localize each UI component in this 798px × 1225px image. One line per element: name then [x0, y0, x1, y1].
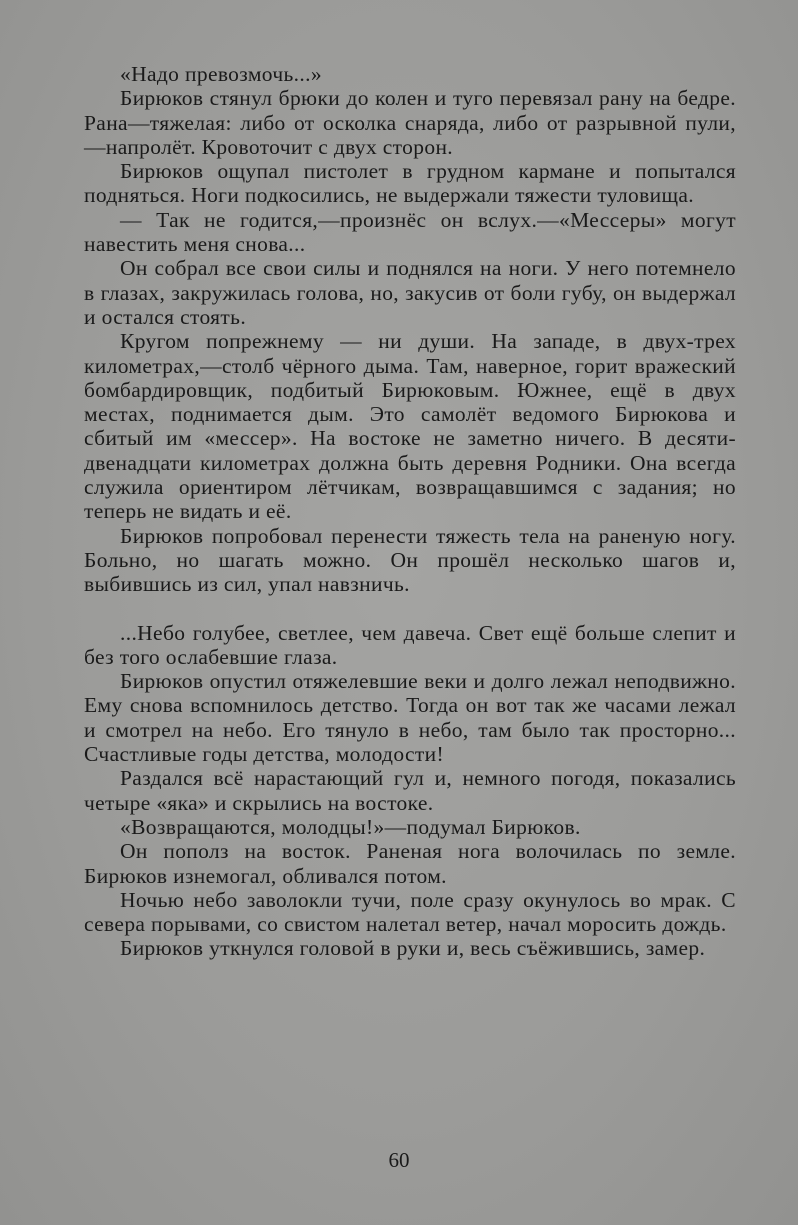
- paragraph: Кругом попрежнему — ни души. На западе, в двух-трех километрах,—столб чёрного дыма. Там, наверное, горит вражеский бомбардировщик, подбитый Бирюковым. Южнее, ещё в двух местах, поднимается дым. Это самолёт ведомого Бирюкова и сбитый им «мессер». На востоке не заметно ничего. В десяти-двенадцати километрах должна быть деревня Родники. Она всегда служила ориентиром лётчикам, возвращавшимся с задания; но теперь не видать и её.: [84, 329, 736, 524]
- paragraph: Бирюков ощупал пистолет в грудном кармане и попытался подняться. Ноги подкосились, не выдержали тяжести туловища.: [84, 159, 736, 208]
- paragraph: Бирюков опустил отяжелевшие веки и долго лежал неподвижно. Ему снова вспомнилось детство. Тогда он вот так же часами лежал и смотрел на небо. Его тянуло в небо, там было так просторно... Счастливые годы детства, молодости!: [84, 669, 736, 767]
- paragraph: «Возвращаются, молодцы!»—подумал Бирюков.: [120, 814, 581, 839]
- paragraph: Бирюков попробовал перенести тяжесть тела на раненую ногу. Больно, но шагать можно. Он прошёл несколько шагов и, выбившись из сил, упал навзничь.: [84, 523, 736, 597]
- paragraph: Бирюков уткнулся головой в руки и, весь съёжившись, замер.: [120, 936, 706, 961]
- paragraph: ...Небо голубее, светлее, чем давеча. Свет ещё больше слепит и без того ослабевшие глаза.: [84, 620, 736, 669]
- paragraph: Ночью небо заволокли тучи, поле сразу окунулось во мрак. С севера порывами, со свистом налетал ветер, начал моросить дождь.: [84, 887, 736, 937]
- body-text: [84, 62, 736, 961]
- paragraph: — Так не годится,—произнёс он вслух.—«Мессеры» могут навестить меня снова...: [84, 207, 736, 257]
- paragraph: Он собрал все свои силы и поднялся на ноги. У него потемнело в глазах, закружилась голова, но, закусив от боли губу, он выдержал и остался стоять.: [84, 256, 736, 329]
- page-number: 60: [388, 1148, 410, 1172]
- paragraph: Бирюков стянул брюки до колен и туго перевязал рану на бедре. Рана—тяжелая: либо от осколка снаряда, либо от разрывной пули,—напролёт. Кровоточит с двух сторон.: [84, 86, 736, 159]
- paragraph: Он пополз на восток. Раненая нога волочилась по земле. Бирюков изнемогал, обливался потом.: [84, 839, 736, 888]
- paragraph: Раздался всё нарастающий гул и, немного погодя, показались четыре «яка» и скрылись на востоке.: [84, 766, 736, 815]
- paragraph: «Надо превозмочь...»: [120, 62, 322, 86]
